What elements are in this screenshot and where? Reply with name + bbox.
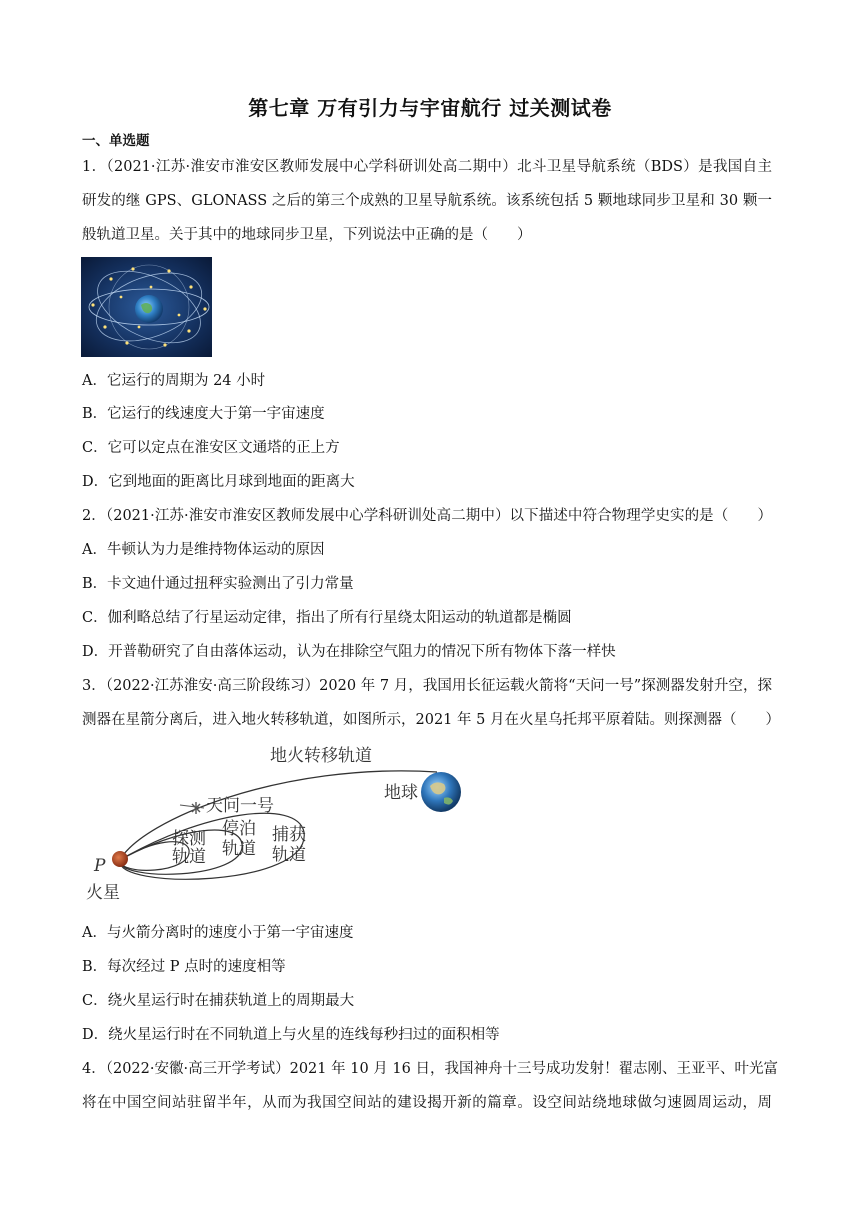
transfer-orbit-label: 地火转移轨道	[270, 746, 372, 766]
q3-option-b: B．每次经过 P 点时的速度相等	[82, 959, 286, 975]
section-heading: 一、单选题	[82, 133, 150, 149]
q1-option-d: D．它到地面的距离比月球到地面的距离大	[82, 474, 355, 490]
parking-orbit-label-1: 停泊	[222, 819, 256, 839]
detect-orbit-label-2: 轨道	[172, 847, 206, 867]
probe-label: 天问一号	[206, 796, 274, 816]
page-title: 第七章 万有引力与宇宙航行 过关测试卷	[248, 96, 612, 120]
q3-line-2: 测器在星箭分离后，进入地火转移轨道，如图所示，2021 年 5 月在火星乌托邦平原着陆。则探测器（ ）	[82, 712, 780, 728]
q3-option-a: A．与火箭分离时的速度小于第一宇宙速度	[82, 925, 354, 941]
q1-option-c: C．它可以定点在淮安区文通塔的正上方	[82, 440, 340, 456]
q2-line-1: 2．（2021·江苏·淮安市淮安区教师发展中心学科研训处高二期中）以下描述中符合物理学史实的是（ ）	[82, 508, 772, 524]
q2-option-b: B．卡文迪什通过扭秤实验测出了引力常量	[82, 576, 354, 592]
q1-option-b: B．它运行的线速度大于第一宇宙速度	[82, 406, 325, 422]
detect-orbit-label-1: 探测	[172, 829, 206, 849]
q1-line-1: 1．（2021·江苏·淮安市淮安区教师发展中心学科研训处高二期中）北斗卫星导航系统（BDS）是我国自主	[82, 159, 772, 175]
q4-line-2: 将在中国空间站驻留半年，从而为我国空间站的建设揭开新的篇章。设空间站绕地球做匀速圆周运动，周	[82, 1095, 772, 1111]
q1-line-3: 般轨道卫星。关于其中的地球同步卫星，下列说法中正确的是（ ）	[82, 227, 532, 243]
q3-option-c: C．绕火星运行时在捕获轨道上的周期最大	[82, 993, 355, 1009]
point-p-label: P	[94, 856, 106, 876]
parking-orbit-label-2: 轨道	[222, 839, 256, 859]
q4-line-1: 4．（2022·安徽·高三开学考试）2021 年 10 月 16 日，我国神舟十三号成功发射！翟志刚、王亚平、叶光富	[82, 1061, 778, 1077]
earth-label: 地球	[384, 783, 418, 803]
q1-line-2: 研发的继 GPS、GLONASS 之后的第三个成熟的卫星导航系统。该系统包括 5 颗地球同步卫星和 30 颗一	[82, 193, 772, 209]
mars-orbit-diagram	[82, 740, 472, 905]
q2-option-c: C．伽利略总结了行星运动定律，指出了所有行星绕太阳运动的轨道都是椭圆	[82, 610, 572, 626]
q3-option-d: D．绕火星运行时在不同轨道上与火星的连线每秒扫过的面积相等	[82, 1027, 500, 1043]
q1-option-a: A．它运行的周期为 24 小时	[82, 373, 266, 389]
q2-option-d: D．开普勒研究了自由落体运动，认为在排除空气阻力的情况下所有物体下落一样快	[82, 644, 616, 660]
q3-line-1: 3．（2022·江苏淮安·高三阶段练习）2020 年 7 月，我国用长征运载火箭将“天问一号”探测器发射升空，探	[82, 678, 772, 694]
mars-label: 火星	[86, 883, 120, 903]
q2-option-a: A．牛顿认为力是维持物体运动的原因	[82, 542, 325, 558]
capture-orbit-label-1: 捕获	[272, 825, 306, 845]
capture-orbit-label-2: 轨道	[272, 845, 306, 865]
satellite-network-image	[81, 257, 212, 357]
